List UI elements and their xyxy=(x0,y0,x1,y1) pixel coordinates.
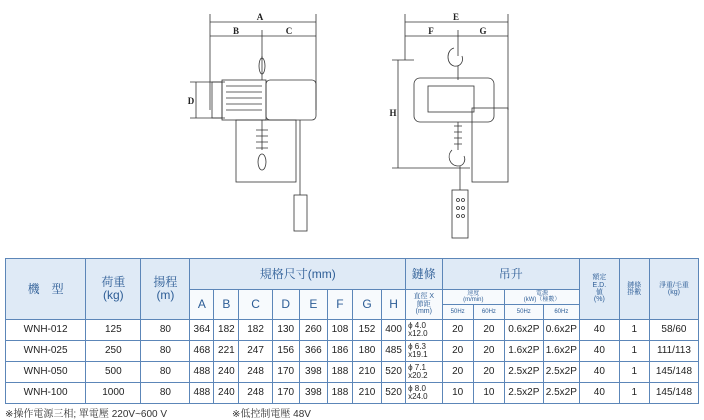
cell-weight: 145/148 xyxy=(649,362,698,383)
cell-speed-50: 20 xyxy=(442,320,473,341)
cell-dim-c: 182 xyxy=(239,320,272,341)
cell-dim-e: 260 xyxy=(299,320,327,341)
header-lift: 揚程 (m) xyxy=(141,259,190,320)
header-dim-G: G xyxy=(352,290,381,320)
label-H: H xyxy=(389,108,397,118)
header-speed-50hz: 50Hz xyxy=(442,305,473,320)
cell-dim-d: 156 xyxy=(272,341,299,362)
side-view-drawing xyxy=(187,14,316,231)
cell-lift: 80 xyxy=(141,362,190,383)
cell-dim-g: 210 xyxy=(352,362,381,383)
cell-dim-f: 186 xyxy=(327,341,352,362)
note-power-supply: ※操作電源三相; 單電壓 220V~600 V xyxy=(5,409,168,420)
cell-load: 1000 xyxy=(86,383,141,404)
front-view-drawing xyxy=(392,14,508,238)
cell-speed-60: 10 xyxy=(473,383,504,404)
header-model: 機 型 xyxy=(6,259,86,320)
cell-dim-h: 400 xyxy=(382,320,406,341)
cell-dim-f: 188 xyxy=(327,362,352,383)
label-B: B xyxy=(232,26,240,36)
cell-dim-h: 520 xyxy=(382,383,406,404)
cell-model: WNH-012 xyxy=(6,320,86,341)
cell-dim-f: 188 xyxy=(327,383,352,404)
label-A: A xyxy=(256,12,264,22)
cell-load: 250 xyxy=(86,341,141,362)
cell-power-50: 1.6x2P xyxy=(505,341,544,362)
cell-dim-d: 170 xyxy=(272,383,299,404)
cell-weight: 58/60 xyxy=(649,320,698,341)
cell-lift: 80 xyxy=(141,383,190,404)
cell-dim-h: 485 xyxy=(382,341,406,362)
cell-chain: ϕ 6.3 x19.1 xyxy=(406,341,442,362)
cell-weight: 145/148 xyxy=(649,383,698,404)
cell-falls: 1 xyxy=(619,341,649,362)
cell-dim-e: 398 xyxy=(299,383,327,404)
cell-lift: 80 xyxy=(141,320,190,341)
label-F: F xyxy=(428,26,434,36)
cell-power-60: 1.6x2P xyxy=(543,341,579,362)
cell-power-50: 0.6x2P xyxy=(505,320,544,341)
cell-dim-g: 210 xyxy=(352,383,381,404)
cell-dim-c: 248 xyxy=(239,383,272,404)
cell-ed: 40 xyxy=(580,383,620,404)
cell-lift: 80 xyxy=(141,341,190,362)
cell-dim-b: 240 xyxy=(214,383,239,404)
header-weight: 淨重/毛重 (kg) xyxy=(649,259,698,320)
table-row xyxy=(6,383,699,404)
cell-dim-a: 488 xyxy=(190,362,214,383)
label-G: G xyxy=(479,26,487,36)
cell-dim-a: 488 xyxy=(190,383,214,404)
header-chain-falls: 鏈條 掛數 xyxy=(619,259,649,320)
cell-dim-d: 170 xyxy=(272,362,299,383)
note-control-voltage: ※低控制電壓 48V xyxy=(232,409,311,420)
cell-chain: ϕ 4.0 x12.0 xyxy=(406,320,442,341)
header-speed-60hz: 60Hz xyxy=(473,305,504,320)
header-dim-E: E xyxy=(299,290,327,320)
cell-power-60: 2.5x2P xyxy=(543,383,579,404)
header-power-60hz: 60Hz xyxy=(543,305,579,320)
cell-power-60: 0.6x2P xyxy=(543,320,579,341)
cell-speed-60: 20 xyxy=(473,341,504,362)
header-chain: 鏈條 xyxy=(406,259,442,290)
cell-chain: ϕ 8.0 x24.0 xyxy=(406,383,442,404)
header-dim-A: A xyxy=(190,290,214,320)
table-row xyxy=(6,341,699,362)
cell-power-50: 2.5x2P xyxy=(505,383,544,404)
cell-ed: 40 xyxy=(580,341,620,362)
cell-falls: 1 xyxy=(619,362,649,383)
cell-model: WNH-050 xyxy=(6,362,86,383)
cell-dim-a: 468 xyxy=(190,341,214,362)
header-dim-F: F xyxy=(327,290,352,320)
label-C: C xyxy=(285,26,293,36)
cell-dim-g: 152 xyxy=(352,320,381,341)
cell-dim-b: 182 xyxy=(214,320,239,341)
cell-load: 125 xyxy=(86,320,141,341)
cell-dim-e: 398 xyxy=(299,362,327,383)
table-row xyxy=(6,362,699,383)
cell-dim-c: 247 xyxy=(239,341,272,362)
spec-table xyxy=(5,258,699,404)
cell-model: WNH-100 xyxy=(6,383,86,404)
header-dim-C: C xyxy=(239,290,272,320)
cell-ed: 40 xyxy=(580,362,620,383)
cell-speed-50: 20 xyxy=(442,341,473,362)
cell-model: WNH-025 xyxy=(6,341,86,362)
header-load: 荷重 (kg) xyxy=(86,259,141,320)
cell-falls: 1 xyxy=(619,383,649,404)
header-speed: 速度 (m/min) xyxy=(442,290,505,305)
cell-power-50: 2.5x2P xyxy=(505,362,544,383)
cell-weight: 111/113 xyxy=(649,341,698,362)
cell-speed-60: 20 xyxy=(473,362,504,383)
cell-speed-50: 20 xyxy=(442,362,473,383)
cell-load: 500 xyxy=(86,362,141,383)
table-row xyxy=(6,320,699,341)
cell-dim-b: 221 xyxy=(214,341,239,362)
header-chain-size: 直徑 X 節距 (mm) xyxy=(406,290,442,320)
header-hoisting: 吊升 xyxy=(442,259,580,290)
cell-dim-a: 364 xyxy=(190,320,214,341)
header-dimensions: 規格尺寸(mm) xyxy=(190,259,406,290)
cell-speed-60: 20 xyxy=(473,320,504,341)
cell-power-60: 2.5x2P xyxy=(543,362,579,383)
header-power-50hz: 50Hz xyxy=(505,305,544,320)
header-power: 電源 (kW)（極數） xyxy=(505,290,580,305)
label-D: D xyxy=(187,96,195,106)
header-dim-B: B xyxy=(214,290,239,320)
cell-dim-b: 240 xyxy=(214,362,239,383)
cell-chain: ϕ 7.1 x20.2 xyxy=(406,362,442,383)
cell-dim-d: 130 xyxy=(272,320,299,341)
cell-dim-f: 108 xyxy=(327,320,352,341)
header-dim-H: H xyxy=(382,290,406,320)
cell-dim-h: 520 xyxy=(382,362,406,383)
label-E: E xyxy=(452,12,460,22)
cell-dim-c: 248 xyxy=(239,362,272,383)
cell-ed: 40 xyxy=(580,320,620,341)
cell-dim-g: 180 xyxy=(352,341,381,362)
header-duty-rating: 額定 E.D. 値 (%) xyxy=(580,259,620,320)
cell-falls: 1 xyxy=(619,320,649,341)
cell-dim-e: 366 xyxy=(299,341,327,362)
header-dim-D: D xyxy=(272,290,299,320)
cell-speed-50: 10 xyxy=(442,383,473,404)
